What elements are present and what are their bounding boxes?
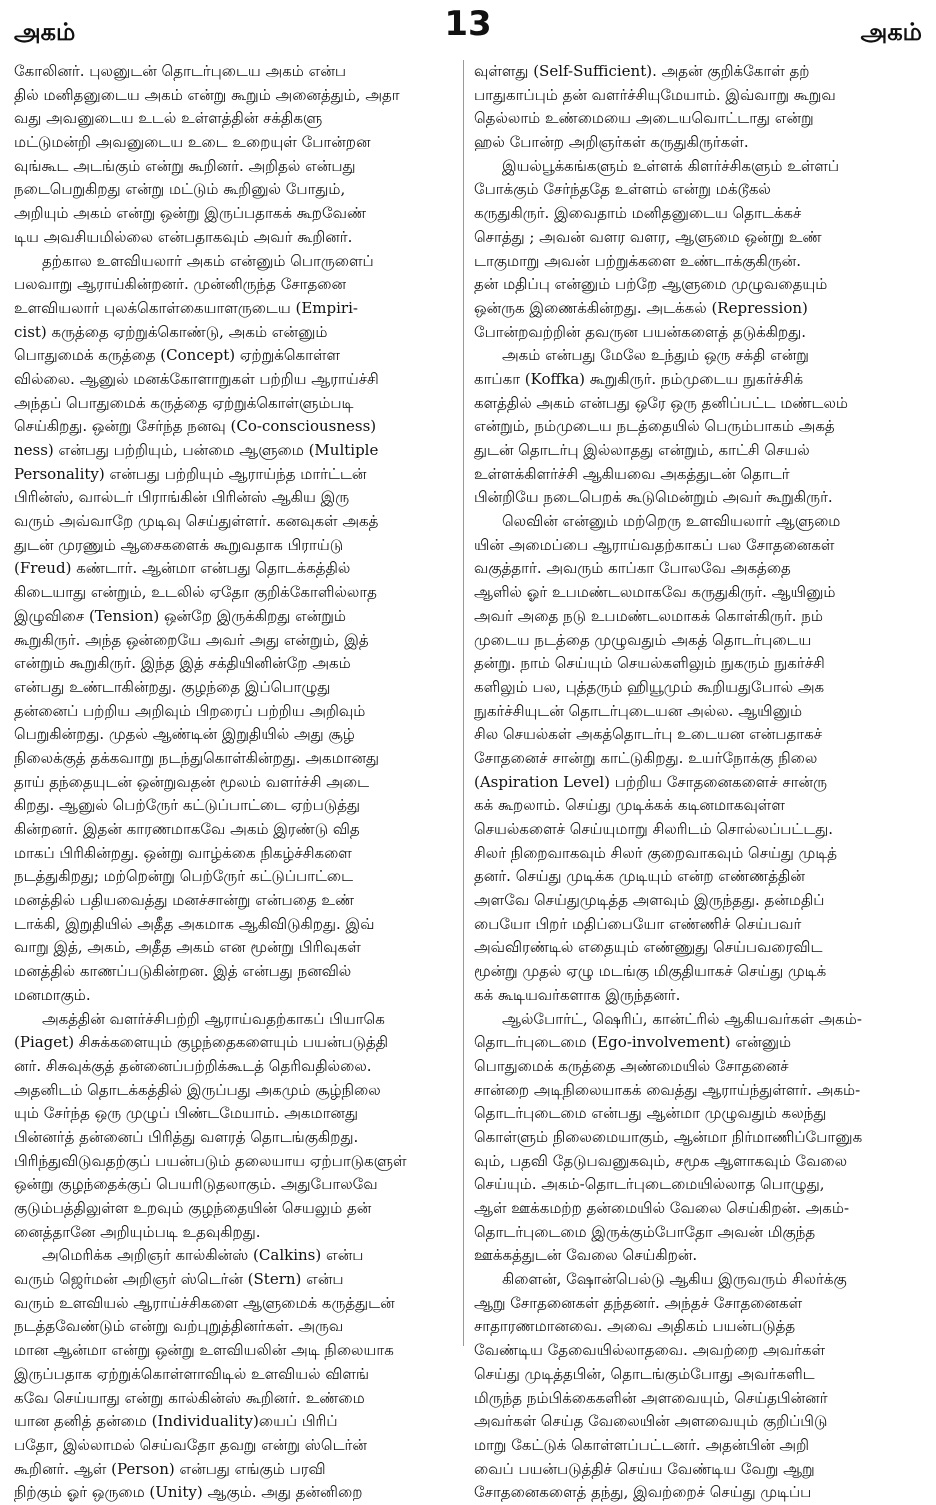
text-line: கக் கூறலாம். செய்து முடிக்கக் கடினமாகவுள்ள: [474, 796, 785, 815]
text-line: வைப் பயன்படுத்திச் செய்ய வேண்டிய வேறு ஆறு: [474, 1459, 815, 1478]
text-line: மனத்தில் பதியவைத்து மனச்சான்று என்பதை உண்: [14, 891, 355, 910]
text-line: கிறது. ஆனுல் பெற்ருேர் கட்டுப்பாட்டை ஏற்படுத்து: [14, 796, 360, 815]
right-column: [474, 60, 922, 1502]
text-line: களத்தில் அகம் என்பது ஒரே ஒரு தனிப்பட்ட மண்டலம்: [474, 393, 848, 412]
text-line: பின்றியே நடைபெறக் கூடுமென்றும் அவர் கூறுகிருர்.: [474, 488, 833, 507]
text-line: யின் அமைப்பை ஆராய்வதற்காகப் பல சோதனைகள்: [474, 535, 835, 554]
text-line: வது அவனுடைய உடல் உள்ளத்தின் சக்திகளு: [14, 109, 323, 128]
text-line: சில செயல்கள் அகத்தொடர்பு உடையன என்பதாகச்: [474, 725, 823, 744]
text-line: அகத்தின் வளர்ச்சிபற்றி ஆராய்வதற்காகப் பியாகெ: [42, 1009, 385, 1028]
text-line: தனர். செய்து முடிக்க முடியும் என்ற எண்ணத்தின்: [474, 867, 805, 886]
text-line: சாதாரணமானவை. அவை அதிகம் பயன்படுத்த: [474, 1317, 796, 1336]
text-line: னைத்தானே அறியும்படி உதவுகிறது.: [14, 1222, 261, 1241]
text-line: அவர் அதை நடு உபமண்டலமாகக் கொள்கிருர். நம்: [474, 606, 823, 625]
text-line: போக்கும் சேர்ந்ததே உள்ளம் என்று மக்டூகல்: [474, 180, 771, 199]
page-header: [14, 4, 922, 48]
text-line: இழுவிசை (Tension) ஒன்றே இருக்கிறது என்றும்: [14, 606, 346, 625]
text-line: சான்றை அடிநிலையாகக் வைத்து ஆராய்ந்துள்ளர். அகம்-: [474, 1080, 861, 1099]
text-line: அவ்விரண்டில் எதையும் எண்ணுது செய்பவரைவிட: [474, 938, 823, 957]
text-line: கிளைன், ஷோன்பெல்டு ஆகிய இருவரும் சிலர்க்கு: [502, 1270, 847, 1289]
text-line: (Piaget) சிசுக்களையும் குழந்தைகளையும் பயன்படுத்தி: [14, 1033, 389, 1052]
text-line: (Aspiration Level) பற்றிய சோதனைகளைச் சான்ரு: [474, 772, 827, 791]
text-line: ஆளில் ஓர் உபமண்டலமாகவே கருதுகிருர். ஆயினும்: [474, 583, 836, 602]
text-line: கூறினர். ஆள் (Person) என்பது எங்கும் பரவி: [14, 1459, 326, 1478]
text-line: உள்ளக்கிளர்ச்சி ஆகியவை அகத்துடன் தொடர்: [474, 464, 790, 483]
text-line: என்றும் கூறுகிருர். இந்த இத் சக்தியினின்றே அகம்: [14, 654, 351, 673]
text-line: மனத்தில் காணப்படுகின்றன. இத் என்பது நனவில்: [14, 962, 352, 981]
text-line: செய்யும். அகம்-தொடர்புடைமையில்லாத பொழுது,: [474, 1175, 825, 1194]
running-head-left: அகம்: [14, 18, 76, 46]
text-line: சோதனைச் சான்று காட்டுகிறது. உயர்நோக்கு நிலை: [474, 748, 818, 767]
text-line: தன்று. நாம் செய்யும் செயல்களிலும் நுகரும் நுகர்ச்சி: [474, 654, 825, 673]
text-line: கருதுகிருர். இவைதாம் மனிதனுடைய தொடக்கச்: [474, 204, 802, 223]
text-line: னர். சிசுவுக்குத் தன்னைப்பற்றிக்கூடத் தெரிவதில்லை.: [14, 1056, 372, 1075]
text-line: மனமாகும்.: [14, 985, 91, 1004]
text-line: வாறு இத், அகம், அதீத அகம் என மூன்று பிரிவுகள்: [14, 938, 361, 957]
text-line: வகுத்தார். அவரும் காப்கா போலவே அகத்தை: [474, 559, 791, 578]
text-line: கோலினர். புலனுடன் தொடர்புடைய அகம் என்ப: [14, 62, 347, 80]
text-line: (Freud) கண்டார். ஆன்மா என்பது தொடக்கத்தில்: [14, 559, 351, 578]
text-line: அமெரிக்க அறிஞர் கால்கின்ஸ் (Calkins) என்ப: [42, 1246, 364, 1265]
text-line: நிலைக்குத் தக்கவாறு நடந்துகொள்கின்றது. அகமானது: [14, 748, 380, 767]
text-line: அவர்கள் செய்த வேலையின் அளவையும் குறிப்பிடு: [474, 1412, 828, 1431]
text-line: பையோ பிறர் மதிப்பையோ எண்ணிச் செய்பவர்: [474, 914, 802, 933]
text-line: முடைய நடத்தை முழுவதும் அகத் தொடர்புடைய: [474, 630, 812, 649]
text-line: அறியும் அகம் என்று ஒன்று இருப்பதாகக் கூறவேண்: [14, 204, 367, 223]
text-line: அந்தப் பொதுமைக் கருத்தை ஏற்றுக்கொள்ளும்படி: [14, 393, 354, 412]
text-line: மட்டுமன்றி அவனுடைய உடை உறையுள் போன்றன: [14, 133, 371, 152]
page-number: 13: [444, 4, 492, 44]
text-line: கவே செய்யாது என்று கால்கின்ஸ் கூறினர். உண்மை: [14, 1388, 365, 1407]
text-line: பொதுமைக் கருத்தை அண்மையில் சோதனைச்: [474, 1056, 789, 1075]
text-line: தன் மதிப்பு என்னும் பற்றே ஆளுமை முழுவதையும்: [474, 275, 828, 294]
text-line: பாதுகாப்பும் தன் வளர்ச்சியுமேயாம். இவ்வாறு கூறுவ: [474, 85, 836, 104]
text-line: கின்றனர். இதன் காரணமாகவே அகம் இரண்டு வித: [14, 820, 360, 838]
text-line: தற்கால உளவியலார் அகம் என்னும் பொருளைப்: [42, 251, 374, 270]
text-line: வரும் உளவியல் ஆராய்ச்சிகளை ஆளுமைக் கருத்துடன்: [14, 1293, 395, 1312]
text-line: மாறு கேட்டுக் கொள்ளப்பட்டனர். அதன்பின் அறி: [474, 1435, 810, 1454]
text-line: கூறுகிருர். அந்த ஒன்றையே அவர் அது என்றும், இத்: [14, 630, 369, 649]
text-line: கக் கூடியவர்களாக இருந்தனர்.: [474, 985, 681, 1004]
text-line: டிய அவசியமில்லை என்பதாகவும் அவர் கூறினர்.: [14, 227, 353, 246]
running-head-right: அகம்: [860, 18, 922, 46]
text-line: தன்னைப் பற்றிய அறிவும் பிறரைப் பற்றிய அறிவும்: [14, 701, 366, 720]
text-line: தொடர்புடைமை (Ego-involvement) என்னும்: [474, 1033, 792, 1052]
text-line: யும் சேர்ந்த ஒரு முழுப் பிண்டமேயாம். அகமானது: [14, 1104, 358, 1123]
text-line: வும், பதவி தேடுபவனுகவும், சமூக ஆளாகவும் வேலை: [474, 1151, 848, 1170]
text-line: மாகப் பிரிகின்றது. ஒன்று வாழ்க்கை நிகழ்ச்சிகளை: [14, 843, 352, 862]
text-line: சொத்து ; அவன் வளர வளர, ஆளுமை ஒன்று உண்: [474, 227, 822, 246]
text-line: வுள்ளது (Self-Sufficient). அதன் குறிக்கோள் தற்: [474, 62, 810, 80]
text-line: செய்கிறது. ஒன்று சேர்ந்த நனவு (Co-consciousness): [14, 417, 377, 436]
text-line: குடும்பத்திலுள்ள உறவும் குழந்தையின் செயலும் தன்: [14, 1199, 372, 1217]
text-line: ஆள் ஊக்கமற்ற தன்மையில் வேலை செய்கிறன். அகம்-: [474, 1199, 850, 1217]
text-line: தாய் தந்தையுடன் ஒன்றுவதன் மூலம் வளர்ச்சி அடை: [14, 772, 370, 791]
text-line: ness) என்பது பற்றியும், பன்மை ஆளுமை (Multiple: [14, 441, 379, 459]
text-line: களிலும் பல, புத்தரும் ஹியூமும் கூறியதுபோல் அக: [474, 677, 825, 696]
text-line: அதனிடம் தொடக்கத்தில் இருப்பது அகமும் சூழ்நிலை: [14, 1080, 381, 1099]
text-line: நடைபெறுகிறது என்று மட்டும் கூறினுல் போதும்,: [14, 180, 346, 199]
text-line: மிருந்த நம்பிக்கைகளின் அளவையும், செய்தபின்னர்: [474, 1388, 828, 1407]
text-line: கொள்ளும் நிலைமையாகும், ஆன்மா நிர்மாணிப்போனுக: [474, 1127, 863, 1146]
text-line: வேண்டிய தேவையில்லாதவை. அவற்றை அவர்கள்: [474, 1341, 826, 1360]
text-line: சிலர் நிறைவாகவும் சிலர் குறைவாகவும் செய்து முடித்: [474, 843, 838, 862]
text-line: தில் மனிதனுடைய அகம் என்று கூறும் அனைத்தும், அதா: [14, 85, 400, 104]
text-line: ஆல்போர்ட், ஷெரிப், கான்ட்ரில் ஆகியவர்கள் அகம்-: [502, 1009, 862, 1028]
text-line: தெல்லாம் உண்மையை அடையவொட்டாது என்று: [474, 109, 814, 128]
text-line: cist) கருத்தை ஏற்றுக்கொண்டு, அகம் என்னும்: [14, 322, 328, 341]
text-line: ஒன்ருக இணைக்கின்றது. அடக்கல் (Repression): [474, 298, 808, 317]
text-line: என்பது உண்டாகின்றது. குழந்தை இப்பொழுது: [14, 677, 331, 696]
text-line: டாகுமாறு அவன் பற்றுக்களை உண்டாக்குகிருன்.: [474, 251, 801, 270]
text-line: வரும் அவ்வாறே முடிவு செய்துள்ளர். கனவுகள் அகத்: [14, 512, 379, 531]
text-line: Personality) என்பது பற்றியும் ஆராய்ந்த மார்ட்டன்: [14, 464, 367, 483]
column-divider: [463, 60, 464, 1346]
text-line: நிற்கும் ஓர் ஒருமை (Unity) ஆகும். அது தன்னிறை: [14, 1483, 363, 1502]
text-line: சோதனைகளைத் தந்து, இவற்றைச் செய்து முடிப்ப: [474, 1483, 812, 1502]
text-line: மான ஆன்மா என்று ஒன்று உளவியலின் அடி நிலையாக: [14, 1341, 394, 1360]
left-column: [14, 60, 462, 1502]
text-line: தொடர்புடைமை என்பது ஆன்மா முழுவதும் கலந்து: [474, 1104, 827, 1123]
text-line: செயல்களைச் செய்யுமாறு சிலரிடம் சொல்லப்பட்டது.: [474, 820, 834, 838]
text-line: பிரிந்துவிடுவதற்குப் பயன்படும் தலையாய ஏற்பாடுகளுள்: [14, 1151, 407, 1170]
text-line: அளவே செய்துமுடித்த அளவும் இருந்தது. தன்மதிப்: [474, 891, 825, 910]
text-line: நடத்துகிறது; மற்றென்று பெற்ருேர் கட்டுப்பாட்டை: [14, 867, 354, 886]
text-line: செய்து முடித்தபின், தொடங்கும்போது அவர்களிட: [474, 1364, 815, 1383]
text-line: ஒன்று குழந்தைக்குப் பெயரிடுதலாகும். அதுபோலவே: [14, 1175, 378, 1194]
text-line: என்றும், நம்முடைய நடத்தையில் பெரும்பாகம் அகத்: [474, 417, 835, 436]
text-line: தொடர்புடைமை இருக்கும்போதோ அவன் மிகுந்த: [474, 1222, 816, 1241]
text-line: பதோ, இல்லாமல் செய்வதோ தவறு என்று ஸ்டெர்ன்: [14, 1435, 367, 1454]
text-line: கிடையாது என்றும், உடலில் ஏதோ குறிக்கோளில்லாத: [14, 583, 377, 602]
text-line: இயல்பூக்கங்களும் உள்ளக் கிளர்ச்சிகளும் உள்ளப்: [502, 156, 840, 175]
text-line: ஆறு சோதனைகள் தந்தனர். அந்தச் சோதனைகள்: [474, 1293, 803, 1312]
text-line: அகம் என்பது மேலே உந்தும் ஒரு சக்தி என்று: [502, 346, 809, 365]
text-line: நுகர்ச்சியுடன் தொடர்புடையன அல்ல. ஆயினும்: [474, 701, 803, 720]
text-line: யான தனித் தன்மை (Individuality)யைப் பிரிப்: [14, 1412, 338, 1431]
text-line: லெவின் என்னும் மற்றெரு உளவியலார் ஆளுமை: [502, 512, 841, 531]
text-line: நடத்தவேண்டும் என்று வற்புறுத்தினர்கள். அருவ: [14, 1317, 344, 1336]
text-line: வில்லை. ஆனுல் மனக்கோளாறுகள் பற்றிய ஆராய்ச்சி: [14, 369, 379, 388]
text-line: பலவாறு ஆராய்கின்றனர். முன்னிருந்த சோதனை: [14, 275, 347, 294]
text-line: மூன்று முதல் ஏழு மடங்கு மிகுதியாகச் செய்து முடிக்: [474, 962, 827, 981]
text-line: வரும் ஜெர்மன் அறிஞர் ஸ்டெர்ன் (Stern) என்ப: [14, 1270, 344, 1289]
text-line: பொதுமைக் கருத்தை (Concept) ஏற்றுக்கொள்ள: [14, 346, 341, 365]
text-line: டாக்கி, இறுதியில் அதீத அகமாக ஆகிவிடுகிறது. இவ்: [14, 914, 375, 933]
text-line: போன்றவற்றின் தவருன பயன்களைத் தடுக்கிறது.: [474, 322, 806, 341]
text-line: உளவியலார் புலக்கொள்கையாளருடைய (Empiri-: [14, 298, 358, 317]
text-line: பெறுகின்றது. முதல் ஆண்டின் இறுதியில் அது சூழ்: [14, 725, 355, 744]
text-line: இருப்பதாக ஏற்றுக்கொள்ளாவிடில் உளவியல் விளங்: [14, 1364, 370, 1383]
text-line: வுங்கூட அடங்கும் என்று கூறினர். அறிதல் என்பது: [14, 156, 356, 175]
text-line: பின்னர்த் தன்னைப் பிரித்து வளரத் தொடங்குகிறது.: [14, 1127, 359, 1146]
text-line: ஹல் போன்ற அறிஞர்கள் கருதுகிருர்கள்.: [474, 133, 749, 152]
text-line: காப்கா (Koffka) கூறுகிருர். நம்முடைய நுகர்ச்சிக்: [474, 369, 804, 388]
text-line: துடன் முரணும் ஆசைகளைக் கூறுவதாக பிராய்டு: [14, 535, 344, 554]
text-line: ஊக்கத்துடன் வேலை செய்கிறன்.: [474, 1246, 698, 1265]
text-line: துடன் தொடர்பு இல்லாதது என்றும், காட்சி செயல்: [474, 441, 810, 459]
text-line: பிரின்ஸ், வால்டர் பிராங்கின் பிரின்ஸ் ஆகிய இரு: [14, 488, 350, 507]
